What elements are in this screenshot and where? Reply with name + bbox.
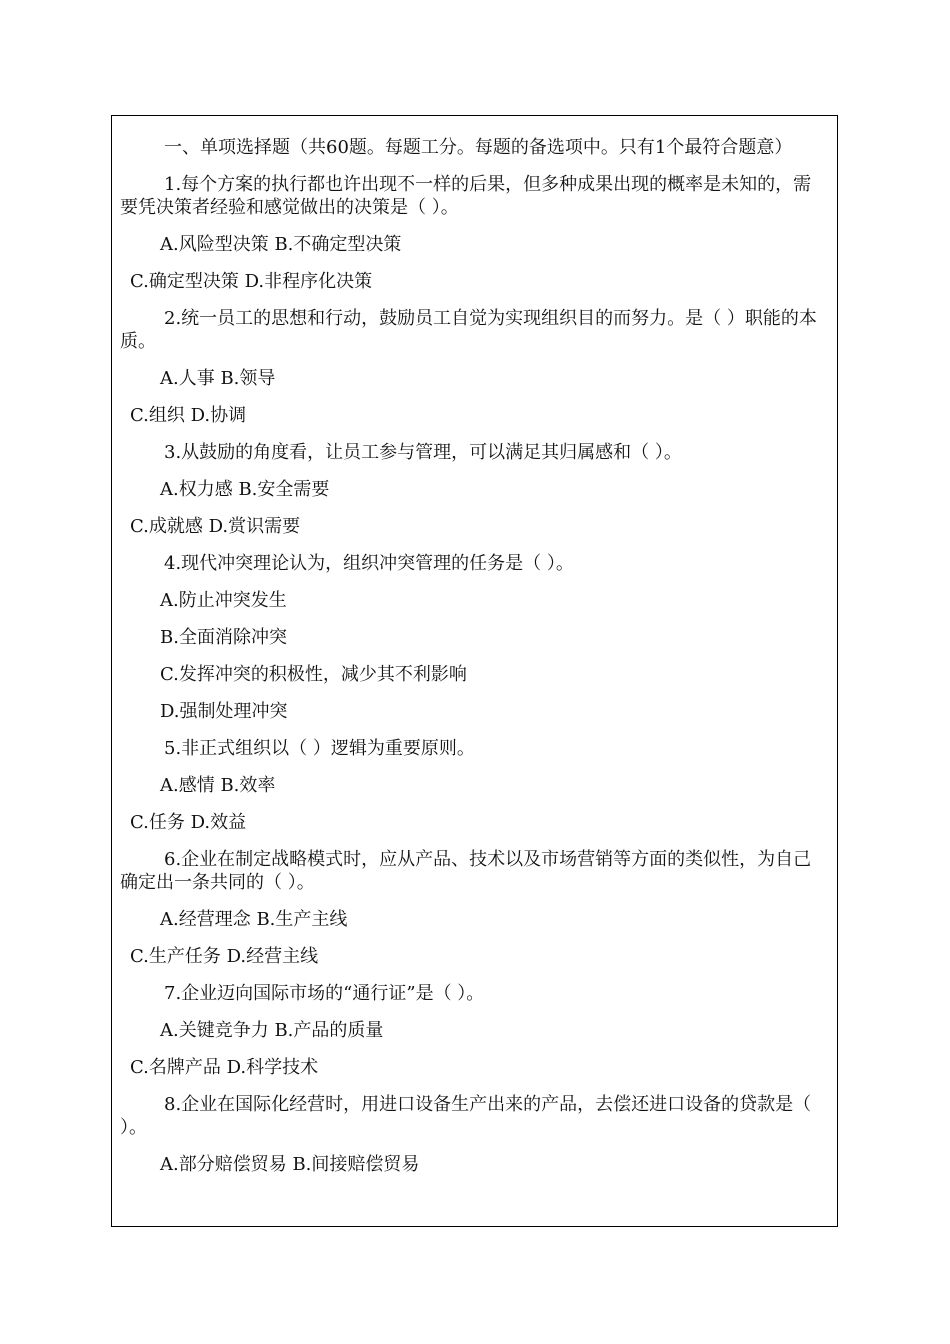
question-5-options-cd: C.任务 D.效益 xyxy=(130,812,247,833)
question-4-option-a: A.防止冲突发生 xyxy=(160,590,287,611)
question-2-options-cd: C.组织 D.协调 xyxy=(130,405,247,426)
section-heading: 一、单项选择题（共60题。每题工分。每题的备选项中。只有1个最符合题意） xyxy=(164,137,793,158)
question-1-options-ab: A.风险型决策 B.不确定型决策 xyxy=(160,234,402,255)
question-7-options-cd: C.名牌产品 D.科学技术 xyxy=(130,1057,319,1078)
question-3-options-cd: C.成就感 D.赏识需要 xyxy=(130,516,301,537)
question-3-stem: 3.从鼓励的角度看，让员工参与管理，可以满足其归属感和（ ）。 xyxy=(164,442,682,463)
question-4-option-b: B.全面消除冲突 xyxy=(160,627,287,648)
question-6-options-cd: C.生产任务 D.经营主线 xyxy=(130,946,319,967)
question-5-stem: 5.非正式组织以（ ）逻辑为重要原则。 xyxy=(164,738,475,759)
question-1-options-cd: C.确定型决策 D.非程序化决策 xyxy=(130,271,373,292)
question-4-option-d: D.强制处理冲突 xyxy=(160,701,288,722)
question-3-options-ab: A.权力感 B.安全需要 xyxy=(160,479,330,500)
question-7-stem: 7.企业迈向国际市场的“通行证”是（ ）。 xyxy=(164,983,485,1004)
question-5-options-ab: A.感情 B.效率 xyxy=(160,775,276,796)
document-frame xyxy=(111,115,838,1227)
question-2-stem: 2.统一员工的思想和行动，鼓励员工自觉为实现组织目的而努力。是（ ）职能的本质。 xyxy=(120,308,817,352)
question-6-stem: 6.企业在制定战略模式时，应从产品、技术以及市场营销等方面的类似性，为自己确定出一条共同的（ ）。 xyxy=(120,849,812,893)
question-8-stem: 8.企业在国际化经营时，用进口设备生产出来的产品，去偿还进口设备的贷款是（ ）。 xyxy=(120,1094,812,1138)
question-8-options-ab: A.部分赔偿贸易 B.间接赔偿贸易 xyxy=(160,1154,420,1175)
question-6-options-ab: A.经营理念 B.生产主线 xyxy=(160,909,348,930)
question-1-stem: 1.每个方案的执行都也许出现不一样的后果，但多种成果出现的概率是未知的，需要凭决策者经验和感觉做出的决策是（ ）。 xyxy=(120,174,812,218)
question-4-stem: 4.现代冲突理论认为，组织冲突管理的任务是（ ）。 xyxy=(164,553,574,574)
question-2-options-ab: A.人事 B.领导 xyxy=(160,368,276,389)
question-7-options-ab: A.关键竞争力 B.产品的质量 xyxy=(160,1020,384,1041)
question-4-option-c: C.发挥冲突的积极性，减少其不利影响 xyxy=(160,664,467,685)
